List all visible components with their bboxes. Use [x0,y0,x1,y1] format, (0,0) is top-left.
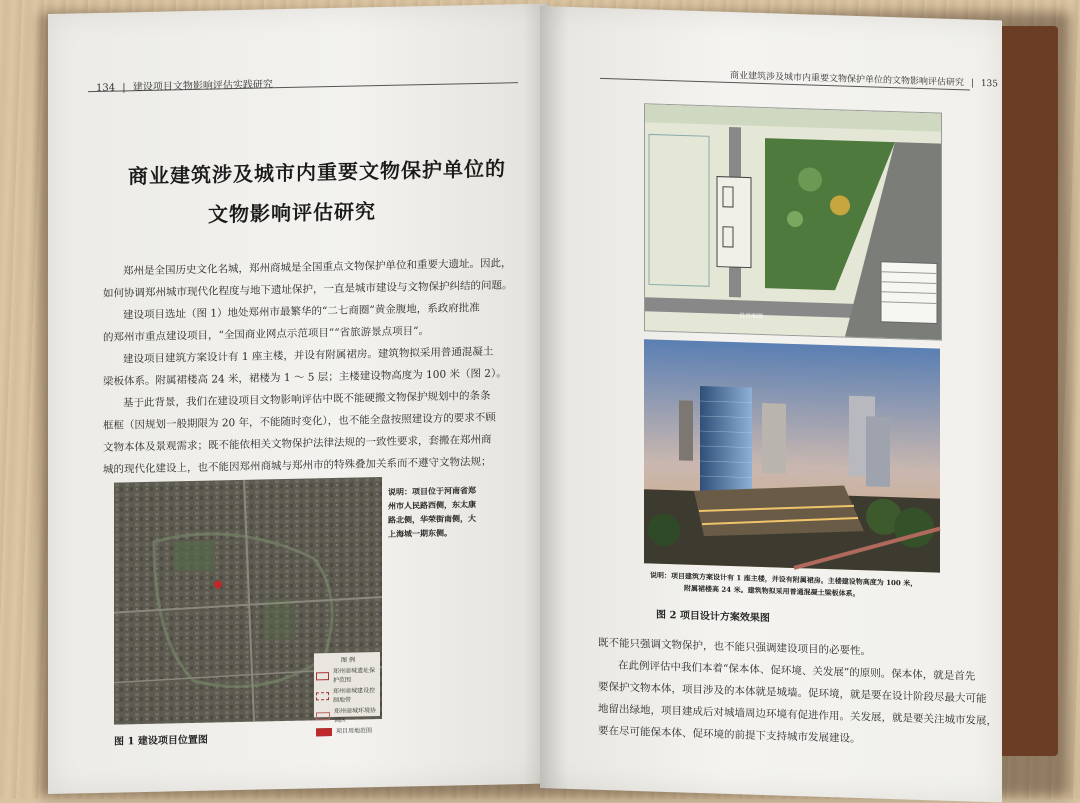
legend-item [316,726,380,736]
site-plan-label: 总平面图 [739,312,764,321]
article-title-line-1: 商业建筑涉及城市内重要文物保护单位的 [128,156,506,189]
right-running-header: 商业建筑涉及城市内重要文物保护单位的文物影响评估研究 [730,70,965,89]
paragraph-line: 的郑州市重点建设项目，“全国商业网点示范项目”“省旅游景点项目”。 [103,325,429,344]
figure-1-note: 说明：项目位于河南省郑州市人民路西侧，东太康路北侧，华荣街南侧，大上海城一期东侧。 [388,485,476,539]
right-page-header: 商业建筑涉及城市内重要文物保护单位的文物影响评估研究 | 135 [730,70,998,90]
figure-2-note-line-2: 附属裙楼高 24 米。建筑物拟采用普通混凝土梁板体系。 [684,583,860,599]
figure-1-legend [316,655,380,738]
legend-item [316,686,380,705]
left-page-number: 134 [96,82,116,94]
left-page-header: 134 | 建设项目文物影响评估实践研究 [96,79,273,94]
paragraph-line: 梁板体系。附属裙楼高 24 米，裙楼为 1 ～ 5 层；主楼建设物高度为 100 米（图 2）。 [103,367,507,388]
figure-2-caption: 图 2 项目设计方案效果图 [656,609,770,625]
paragraph-line: 在此例评估中我们本着“保本体、促环境、关发展”的原则。保本体，就是首先 [618,659,976,683]
paragraph-line: 如何协调郑州城市现代化程度与地下遗址保护，一直是城市建设与文物保护纠结的问题。 [103,279,513,300]
paragraph-line: 建设项目建筑方案设计有 1 座主楼，并设有附属裙房。建筑物拟采用普通混凝土 [123,345,494,366]
paragraph-line: 文物本体及景观需求；既不能依相关文物保护法律法规的一致性要求，套搬在郑州商 [103,433,492,454]
right-body-text [598,632,998,755]
legend-label: 郑州商城环境协调区 [333,707,376,725]
left-body-text [103,252,523,481]
legend-item [316,706,380,725]
left-running-header: 建设项目文物影响评估实践研究 [132,79,273,94]
paragraph-line: 既不能只强调文物保护，也不能只强调建设项目的必要性。 [598,636,871,658]
figure-2-note-line-1: 说明：项目建筑方案设计有 1 座主楼，并设有附属裙房。主楼建设物高度为 100 米， [650,570,918,588]
figure-2-note [650,569,950,602]
paragraph-line: 框框（因规划一般期限为 20 年，不能随时变化），也不能全盘按照建设方的要求不顾 [103,411,496,432]
paragraph-line: 要在尽可能保本体、促环境的前提下支持城市发展建设。 [598,724,861,746]
rendering-figure [644,339,940,572]
figure-1-caption: 图 1 建设项目位置图 [114,734,208,748]
legend-swatch [316,672,329,680]
legend-label: 郑州商城遗址保护范围 [332,667,375,685]
site-plan-drawing [645,104,941,339]
legend-swatch [316,712,330,720]
architectural-rendering [644,339,940,572]
paragraph-line: 城的现代化建设上，也不能因郑州商城与郑州市的特殊叠加关系而不遵守文物法规； [103,455,492,476]
legend-item [316,666,380,685]
legend-label: 项目用地范围 [336,727,373,735]
figure-1-aerial-map [114,477,382,735]
legend-label: 郑州商城建设控制地带 [332,687,375,705]
right-page-number: 135 [980,78,998,90]
legend-swatch [316,728,332,736]
legend-title: 图 例 [341,656,355,664]
paragraph-line: 地留出绿地，项目建成后对城墙周边环境有促进作用。关发展，就是要关注城市发展， [598,702,997,728]
paragraph-line: 基于此背景，我们在建设项目文物影响评估中既不能硬搬文物保护规划中的条条 [123,389,491,410]
paragraph-line: 建设项目选址（图 1）地处郑州市最繁华的“二七商圈”黄金腹地，系政府批准 [123,301,480,322]
right-page [540,6,1002,803]
site-plan-figure [644,103,942,340]
paragraph-line: 要保护文物本体，项目涉及的本体就是城墙。促环境，就是要在设计阶段尽最大可能 [598,680,987,706]
article-title-line-2: 文物影响评估研究 [208,199,376,227]
left-page [48,4,548,794]
legend-swatch [316,692,329,700]
paragraph-line: 郑州是全国历史文化名城，郑州商城是全国重点文物保护单位和重要大遗址。因此， [123,257,512,278]
